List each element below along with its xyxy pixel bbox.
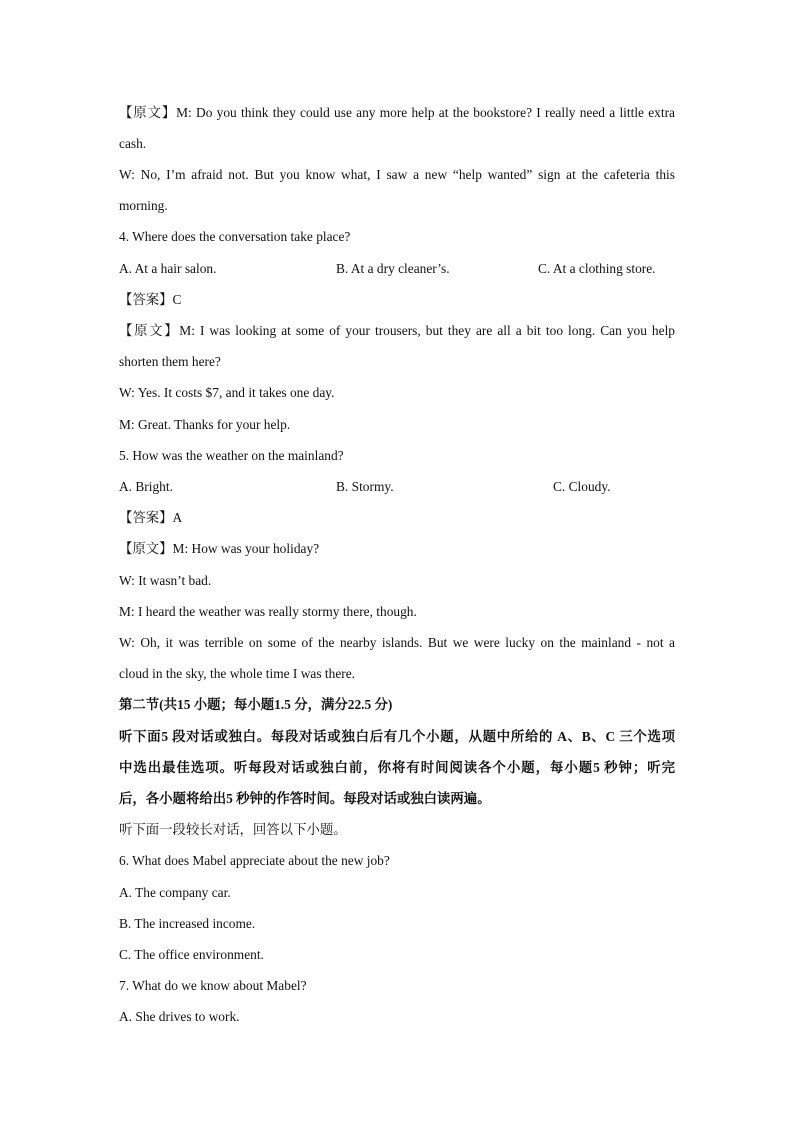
instruction-line: 中选出最佳选项。听每段对话或独白前，你将有时间阅读各个小题，每小题5 秒钟；听完 [119, 760, 675, 775]
transcript-line: morning. [119, 198, 168, 213]
q5-answer: 【答案】A [119, 510, 183, 525]
transcript-line: W: Yes. It costs $7, and it takes one day. [119, 385, 335, 400]
transcript-line: 【原文】M: How was your holiday? [119, 541, 320, 556]
transcript-line: M: Great. Thanks for your help. [119, 417, 291, 432]
instruction-line: 后，各小题将给出5 秒钟的作答时间。每段对话或独白读两遍。 [119, 791, 491, 806]
question-6: 6. What does Mabel appreciate about the new job? [119, 853, 390, 868]
q6-option-b: B. The increased income. [119, 916, 256, 931]
transcript-line: 【原文】M: Do you think they could use any more help at the bookstore? I really need a little extra [119, 105, 675, 120]
q5-option-c: C. Cloudy. [553, 479, 611, 494]
lead-in-text: 听下面一段较长对话，回答以下小题。 [119, 822, 347, 837]
question-7: 7. What do we know about Mabel? [119, 978, 307, 993]
transcript-line: W: Oh, it was terrible on some of the nearby islands. But we were lucky on the mainland - not a [119, 635, 675, 650]
q4-option-a: A. At a hair salon. [119, 261, 217, 276]
section-heading: 第二节(共15 小题；每小题1.5 分，满分22.5 分) [119, 697, 393, 712]
transcript-line: 【原文】M: I was looking at some of your trousers, but they are all a bit too long. Can you help [119, 323, 675, 338]
q5-option-a: A. Bright. [119, 479, 173, 494]
q7-option-a: A. She drives to work. [119, 1009, 240, 1024]
q4-option-b: B. At a dry cleaner’s. [336, 261, 450, 276]
transcript-line: W: No, I’m afraid not. But you know what, I saw a new “help wanted” sign at the cafeteria this [119, 167, 675, 182]
transcript-line: M: I heard the weather was really stormy there, though. [119, 604, 417, 619]
q4-option-c: C. At a clothing store. [538, 261, 656, 276]
q5-option-b: B. Stormy. [336, 479, 394, 494]
transcript-line: cloud in the sky, the whole time I was there. [119, 666, 356, 681]
question-4: 4. Where does the conversation take place? [119, 229, 351, 244]
transcript-line: shorten them here? [119, 354, 221, 369]
q6-option-c: C. The office environment. [119, 947, 264, 962]
transcript-line: cash. [119, 136, 147, 151]
question-5: 5. How was the weather on the mainland? [119, 448, 344, 463]
q4-answer: 【答案】C [119, 292, 182, 307]
instruction-line: 听下面5 段对话或独白。每段对话或独白后有几个小题，从题中所给的 A、B、C 三个选项 [119, 729, 675, 744]
q6-option-a: A. The company car. [119, 885, 231, 900]
transcript-line: W: It wasn’t bad. [119, 573, 212, 588]
